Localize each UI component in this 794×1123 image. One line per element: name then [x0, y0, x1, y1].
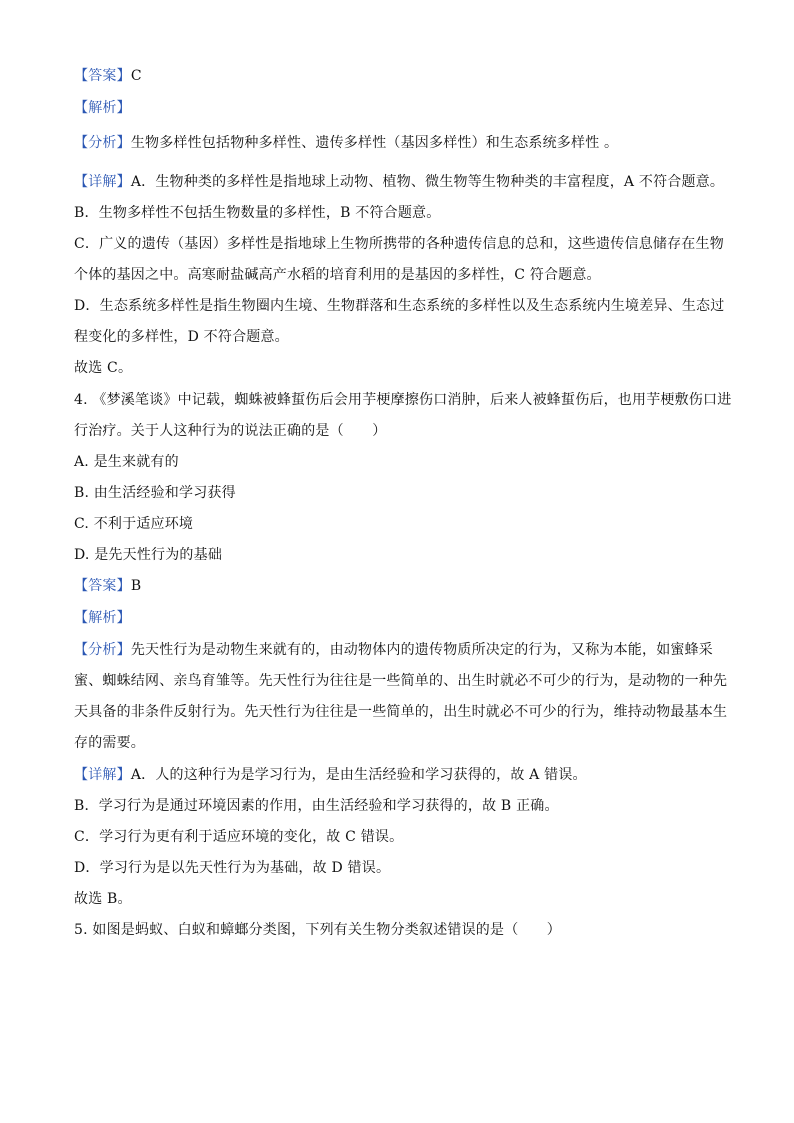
paragraph-line: D．生态系统多样性是指生物圈内生境、生物群落和生态系统的多样性以及生态系统内生境差异、生态过 — [74, 298, 725, 314]
fenxi-tag: 【分析】 — [74, 642, 131, 658]
answer-tag: 【答案】 — [74, 68, 131, 84]
option-a: A. 是生来就有的 — [74, 454, 179, 470]
paragraph-line: C．广义的遗传（基因）多样性是指地球上生物所携带的各种遗传信息的总和，这些遗传信息储存在生物 — [74, 236, 724, 252]
answer-text: B — [130, 578, 142, 594]
xiangjie-line — [74, 172, 724, 192]
paragraph-line: 存的需要。 — [74, 735, 145, 751]
paragraph-line: 故选 C。 — [74, 360, 133, 376]
analysis-tag: 【解析】 — [74, 610, 131, 626]
answer-line — [74, 576, 141, 596]
analysis-tag: 【解析】 — [74, 100, 131, 116]
analysis-heading — [74, 98, 131, 118]
xiangjie-tag: 【详解】 — [74, 174, 131, 190]
paragraph-line: C．学习行为更有利于适应环境的变化，故 C 错误。 — [74, 829, 404, 845]
paragraph-line: B．学习行为是通过环境因素的作用，由生活经验和学习获得的，故 B 正确。 — [74, 798, 559, 814]
paragraph-line: 故选 B。 — [74, 891, 132, 907]
xiangjie-text: A．人的这种行为是学习行为，是由生活经验和学习获得的，故 A 错误。 — [130, 767, 587, 783]
fenxi-text: 生物多样性包括物种多样性、遗传多样性（基因多样性）和生态系统多样性 。 — [130, 135, 619, 151]
analysis-heading — [74, 608, 131, 628]
xiangjie-line — [74, 765, 587, 785]
answer-tag: 【答案】 — [74, 578, 131, 594]
paragraph-line: 程变化的多样性，D 不符合题意。 — [74, 329, 289, 345]
paragraph-line: 个体的基因之中。高寒耐盐碱高产水稻的培育利用的是基因的多样性，C 符合题意。 — [74, 267, 601, 283]
fenxi-line — [74, 133, 618, 153]
option-b: B. 由生活经验和学习获得 — [74, 485, 236, 501]
paragraph-line: B．生物多样性不包括生物数量的多样性，B 不符合题意。 — [74, 205, 441, 221]
option-c: C. 不利于适应环境 — [74, 516, 194, 532]
xiangjie-text: A．生物种类的多样性是指地球上动物、植物、微生物等生物种类的丰富程度，A 不符合题意。 — [130, 174, 725, 190]
answer-line — [74, 66, 142, 86]
fenxi-tag: 【分析】 — [74, 135, 131, 151]
answer-text: C — [130, 68, 142, 84]
question-5-line: 5. 如图是蚂蚁、白蚁和蟑螂分类图，下列有关生物分类叙述错误的是（ ） — [74, 922, 562, 938]
question-4-line: 4. 《梦溪笔谈》中记载，蜘蛛被蜂蜇伤后会用芋梗摩擦伤口消肿，后来人被蜂蜇伤后，也用芋梗敷伤口进 — [74, 392, 732, 408]
paragraph-line: 天具备的非条件反射行为。先天性行为往往是一些简单的，出生时就必不可少的行为，维持动物最基本生 — [74, 704, 728, 720]
paragraph-line: 蜜、蜘蛛结网、亲鸟育雏等。先天性行为往往是一些简单的、出生时就必不可少的行为，是动物的一种先 — [74, 673, 728, 689]
option-d: D. 是先天性行为的基础 — [74, 547, 223, 563]
fenxi-line — [74, 640, 713, 660]
xiangjie-tag: 【详解】 — [74, 767, 131, 783]
paragraph-line: D．学习行为是以先天性行为为基础，故 D 错误。 — [74, 860, 391, 876]
question-4-line: 行治疗。关于人这种行为的说法正确的是（ ） — [74, 423, 387, 439]
fenxi-text: 先天性行为是动物生来就有的，由动物体内的遗传物质所决定的行为，又称为本能，如蜜蜂采 — [130, 642, 714, 658]
